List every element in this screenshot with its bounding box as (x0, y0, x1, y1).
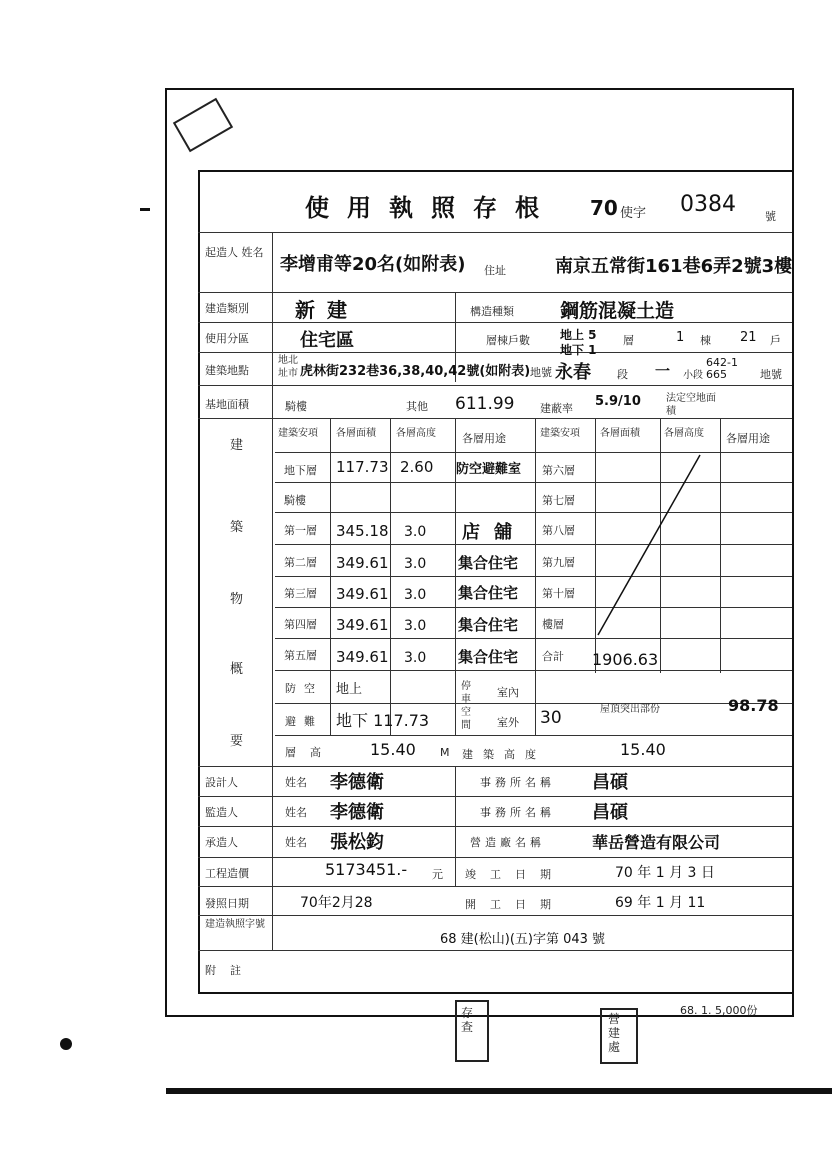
person-name: 張松鈞 (330, 832, 384, 853)
floor-use: 集合住宅 (458, 554, 519, 572)
floor-name-right: 第七層 (542, 494, 575, 507)
floor-use: 防空避難室 (456, 462, 522, 477)
height-label: 層高 (285, 746, 335, 759)
floor-height: 3.0 (404, 587, 427, 603)
floor-name-right: 第九層 (542, 556, 575, 569)
floor-name-right: 合計 (542, 650, 564, 663)
floor-name-right: 第十層 (542, 587, 575, 600)
type-value: 新建 (295, 298, 359, 322)
evac-label: 避難 (285, 715, 323, 728)
floor-name: 第二層 (284, 556, 317, 569)
floor-name: 第一層 (284, 524, 317, 537)
coverage-label: 建蔽率 (540, 402, 573, 415)
permit-suffix: 號 (765, 210, 776, 223)
bottom-stamp-b-text: 營建處 (608, 1012, 621, 1054)
owner-name: 李增甫等20名(如附表) (280, 254, 466, 275)
floors-label: 層棟戶數 (486, 334, 530, 347)
floor-use: 店舖 (462, 522, 526, 543)
lot-label: 地號 (530, 366, 552, 379)
floor-name: 第四層 (284, 618, 317, 631)
unit-m: M (440, 746, 450, 759)
floor-area: 349.61 (336, 585, 389, 603)
open-space-label: 法定空地面積 (666, 393, 716, 417)
cost-unit: 元 (432, 868, 443, 881)
person-role: 承造人 (205, 836, 238, 849)
floor-use: 集合住宅 (458, 584, 519, 602)
person-office: 昌碩 (592, 802, 628, 823)
floor-area: 349.61 (336, 554, 389, 572)
bottom-rule (166, 1088, 832, 1094)
floor-area: 349.61 (336, 616, 389, 634)
begin-label: 開工日期 (465, 898, 565, 911)
other-area: 611.99 (455, 394, 515, 414)
owner-label: 起造人 姓名 (205, 246, 264, 259)
person-role: 監造人 (205, 806, 238, 819)
total-area: 1906.63 (592, 650, 659, 669)
zone-value: 住宅區 (300, 330, 354, 351)
floor-header-area-r: 各層面積 (600, 428, 640, 439)
person-office: 華岳營造有限公司 (592, 833, 721, 852)
finish-label: 竣工日期 (465, 868, 565, 881)
floor-header-height-r: 各層高度 (664, 428, 704, 439)
floor-height: 2.60 (400, 458, 434, 476)
floor-height: 3.0 (404, 556, 427, 572)
floor-header-area: 各層面積 (336, 428, 376, 439)
side-label: 築 (230, 520, 244, 535)
other-label: 其他 (406, 400, 428, 413)
side-label: 建 (230, 438, 244, 453)
lot-subsection: 一 (655, 362, 671, 380)
print-info: 68. 1. 5,000份 (680, 1004, 758, 1017)
floor-name-right: 第八層 (542, 524, 575, 537)
address-label: 住址 (484, 264, 506, 277)
person-role: 設計人 (205, 776, 238, 789)
floor-height: 3.0 (404, 650, 427, 666)
begin-date: 69 年 1 月 11 (615, 895, 706, 911)
floors-above: 地上 5 (560, 328, 597, 342)
finish-date: 70 年 1 月 3 日 (615, 865, 715, 881)
zone-label: 使用分區 (205, 332, 249, 345)
floor-name-right: 第六層 (542, 464, 575, 477)
coverage-value: 5.9/10 (595, 394, 641, 409)
page-mark (140, 208, 150, 211)
permit-label: 建造執照字號 (205, 919, 265, 930)
lot-subsection-unit: 小段 (683, 370, 703, 381)
lot-section-unit: 段 (617, 368, 628, 381)
height-value: 15.40 (370, 740, 416, 759)
bldg-height-value: 15.40 (620, 740, 666, 759)
floor-height: 3.0 (404, 524, 427, 540)
person-name: 李德衛 (330, 802, 384, 823)
side-label: 要 (230, 734, 244, 749)
lot-section: 永春 (555, 362, 591, 383)
person-office-label: 事務所名稱 (480, 776, 555, 789)
floor-name-right: 樓層 (542, 618, 564, 631)
side-label: 概 (230, 662, 244, 677)
person-name-label: 姓名 (285, 776, 307, 789)
page-mark (60, 1038, 72, 1050)
person-name: 李德衛 (330, 772, 384, 793)
cost-value: 5173451.- (325, 860, 408, 879)
floor-header-use: 各層用途 (462, 432, 506, 445)
floor-use: 集合住宅 (458, 616, 519, 634)
floor-name: 地下層 (284, 464, 317, 477)
floor-name: 騎樓 (284, 494, 306, 507)
notes-label: 附註 (205, 964, 255, 977)
floor-name: 第五層 (284, 649, 317, 662)
shelter-below: 地下 117.73 (336, 711, 430, 730)
roof-label: 屋頂突出部份 (600, 704, 660, 715)
structure-value: 鋼筋混凝土造 (560, 300, 675, 322)
site-label: 建築地點 (205, 364, 249, 377)
lot-suffix: 地號 (760, 368, 782, 381)
floor-area: 117.73 (336, 458, 389, 476)
outdoor-label: 室外 (497, 716, 519, 729)
floors-unit: 層 (623, 334, 634, 347)
permit-number: 0384 (680, 192, 736, 217)
bottom-stamp-a-text: 存查 (461, 1006, 474, 1034)
roof-value: 98.78 (728, 696, 779, 715)
area-label: 基地面積 (205, 398, 249, 411)
site-value: 虎林街232巷36,38,40,42號(如附表) (300, 364, 531, 379)
floor-header-item: 建築安項 (278, 428, 318, 439)
floor-name: 第三層 (284, 587, 317, 600)
shelter-label: 防空 (285, 682, 323, 695)
structure-label: 構造種類 (470, 305, 514, 318)
person-office: 昌碩 (592, 772, 628, 793)
floor-area: 345.18 (336, 522, 389, 540)
arcade-label: 騎樓 (285, 400, 307, 413)
floor-header-item-r: 建築安項 (540, 428, 580, 439)
floor-header-use-r: 各層用途 (726, 432, 770, 445)
person-office-label: 營造廠名稱 (470, 836, 545, 849)
households-unit: 戶 (770, 334, 781, 347)
shelter-above: 地上 (336, 682, 363, 697)
households-count: 21 (740, 330, 757, 345)
site-prefix: 地北 址市 (278, 355, 298, 379)
floor-header-height: 各層高度 (396, 428, 436, 439)
person-office-label: 事務所名稱 (480, 806, 555, 819)
buildings-unit: 棟 (700, 334, 711, 347)
lot-numbers: 642-1 665 (706, 356, 738, 381)
floors-below: 地下 1 (560, 343, 597, 357)
permit-ref: 68 建(松山)(五)字第 043 號 (440, 932, 606, 947)
buildings-count: 1 (676, 330, 685, 345)
side-label: 物 (230, 592, 244, 607)
person-name-label: 姓名 (285, 806, 307, 819)
indoor-label: 室內 (497, 686, 519, 699)
type-label: 建造類別 (205, 302, 249, 315)
floor-height: 3.0 (404, 618, 427, 634)
floor-area: 349.61 (336, 648, 389, 666)
floor-use: 集合住宅 (458, 648, 519, 666)
bldg-height-label: 建築高度 (462, 748, 546, 761)
parking-label: 停車空間 (461, 681, 471, 731)
strike-line (590, 450, 710, 640)
outdoor-value: 30 (540, 708, 562, 728)
issue-date: 70年2月28 (300, 895, 373, 911)
person-name-label: 姓名 (285, 836, 307, 849)
issue-label: 發照日期 (205, 897, 249, 910)
permit-word: 使字 (620, 206, 647, 221)
cost-label: 工程造價 (205, 867, 249, 880)
page-title: 使用執照存根 (305, 193, 557, 222)
address-value: 南京五常街161巷6弄2號3樓 (555, 256, 793, 277)
permit-year: 70 (590, 196, 618, 220)
